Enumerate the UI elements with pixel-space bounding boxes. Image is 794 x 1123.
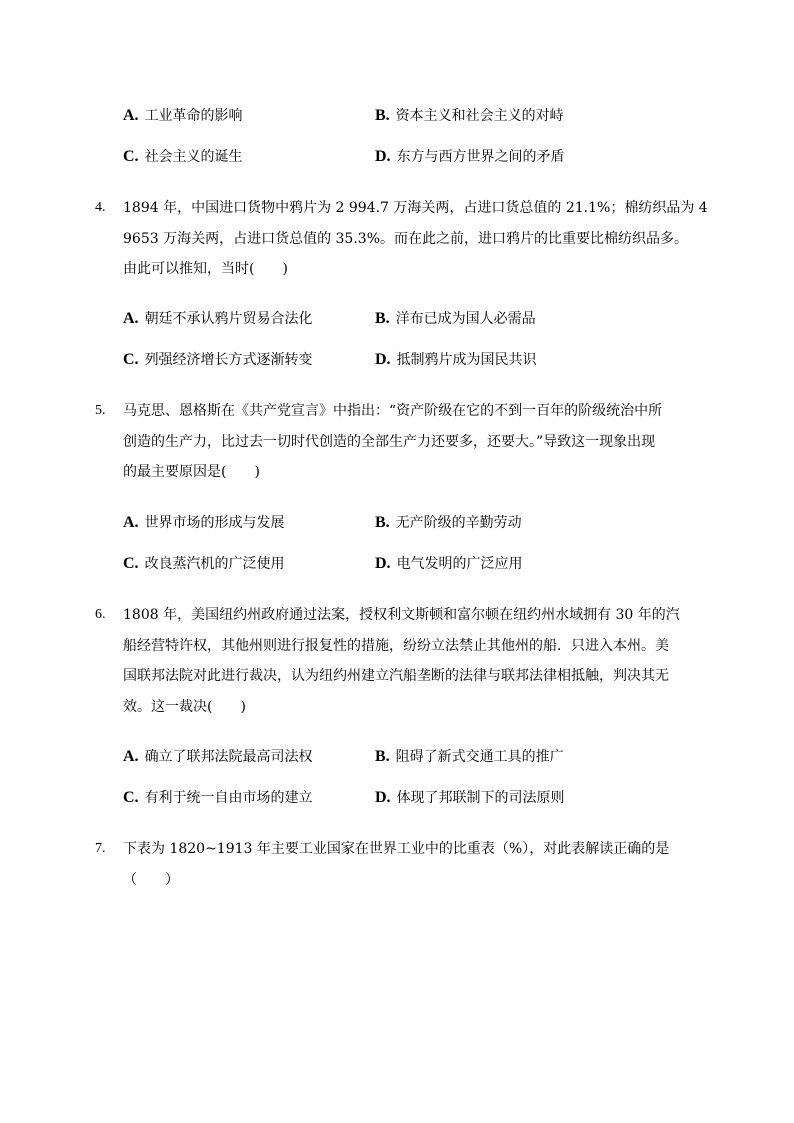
option-letter: A.: [123, 514, 139, 531]
question-text-line: 9653 万海关两，占进口货总值的 35.3%。而在此之前，进口鸦片的比重要比棉纺织品多。: [123, 231, 689, 247]
option-text: 社会主义的诞生: [144, 149, 243, 165]
q5-option-a[interactable]: [123, 513, 285, 533]
option-text: 列强经济增长方式逐渐转变: [144, 352, 313, 368]
option-text: 东方与西方世界之间的矛盾: [396, 149, 565, 165]
option-letter: A.: [123, 107, 139, 124]
option-text: 朝廷不承认鸦片贸易合法化: [144, 311, 313, 327]
question-text-line: 1894 年，中国进口货物中鸦片为 2 994.7 万海关两，占进口货总值的 21.1%；棉纺织品为 4: [123, 200, 708, 216]
option-text: 电气发明的广泛应用: [396, 556, 523, 572]
q5-option-c[interactable]: [123, 554, 285, 574]
option-text: 体现了邦联制下的司法原则: [396, 790, 565, 806]
option-letter: D.: [375, 555, 391, 572]
q3-options: [123, 106, 723, 166]
question-text-line: 创造的生产力，比过去一切时代创造的全部生产力还要多，还要大。”导致这一现象出现: [123, 434, 656, 450]
question-text-line: 1808 年，美国纽约州政府通过法案，授权利文斯顿和富尔顿在纽约州水域拥有 30 年的汽: [123, 607, 680, 623]
option-letter: D.: [375, 351, 391, 368]
option-text: 洋布已成为国人必需品: [395, 311, 536, 327]
q4-option-d[interactable]: [375, 350, 537, 370]
question-text-line: 马克思、恩格斯在《共产党宣言》中指出：“资产阶级在它的不到一百年的阶级统治中所: [123, 403, 663, 419]
option-text: 无产阶级的辛勤劳动: [395, 515, 522, 531]
q4-option-b[interactable]: [375, 309, 536, 329]
option-text: 有利于统一自由市场的建立: [144, 790, 313, 806]
question-number: 4.: [95, 200, 106, 215]
question-text-line: 的最主要原因是( ): [123, 464, 260, 480]
option-letter: B.: [375, 310, 390, 327]
question-text-line: 下表为 1820~1913 年主要工业国家在世界工业中的比重表（%），对此表解读正确的是: [123, 841, 670, 857]
q6-option-c[interactable]: [123, 788, 313, 808]
option-letter: A.: [123, 748, 139, 765]
q3-option-d[interactable]: [375, 147, 565, 167]
q4-options: [123, 309, 723, 369]
option-text: 世界市场的形成与发展: [144, 515, 285, 531]
option-letter: C.: [123, 351, 139, 368]
q3-option-b[interactable]: [375, 106, 564, 126]
q4-option-a[interactable]: [123, 309, 313, 329]
q4-option-c[interactable]: [123, 350, 313, 370]
option-text: 改良蒸汽机的广泛使用: [144, 556, 285, 572]
question-number: 7.: [95, 841, 106, 856]
q6-options: [123, 747, 723, 807]
question-text-line: 船经营特许权，其他州则进行报复性的措施，纷纷立法禁止其他州的船．只进入本州。美: [123, 638, 669, 654]
q3-option-a[interactable]: [123, 106, 243, 126]
question-text-line: （ ）: [123, 872, 179, 888]
option-letter: C.: [123, 789, 139, 806]
option-letter: A.: [123, 310, 139, 327]
option-letter: D.: [375, 148, 391, 165]
option-letter: D.: [375, 789, 391, 806]
option-text: 资本主义和社会主义的对峙: [395, 108, 564, 124]
q3-option-c[interactable]: [123, 147, 243, 167]
q5-options: [123, 513, 723, 573]
option-letter: B.: [375, 748, 390, 765]
option-text: 抵制鸦片成为国民共识: [396, 352, 537, 368]
q6-option-b[interactable]: [375, 747, 564, 767]
question-text-line: 国联邦法院对此进行裁决，认为纽约州建立汽船垄断的法律与联邦法律相抵触，判决其无: [123, 668, 669, 684]
q5-option-b[interactable]: [375, 513, 522, 533]
option-letter: B.: [375, 107, 390, 124]
q5-option-d[interactable]: [375, 554, 523, 574]
q6-option-a[interactable]: [123, 747, 313, 767]
question-text-line: 由此可以推知，当时( ): [123, 261, 288, 277]
q6-option-d[interactable]: [375, 788, 565, 808]
question-number: 5.: [95, 403, 106, 418]
option-text: 确立了联邦法院最高司法权: [144, 749, 313, 765]
question-text-line: 效。这一裁决( ): [123, 699, 246, 715]
option-text: 工业革命的影响: [144, 108, 243, 124]
option-letter: B.: [375, 514, 390, 531]
option-letter: C.: [123, 555, 139, 572]
option-text: 阻碍了新式交通工具的推广: [395, 749, 564, 765]
option-letter: C.: [123, 148, 139, 165]
question-number: 6.: [95, 607, 106, 622]
